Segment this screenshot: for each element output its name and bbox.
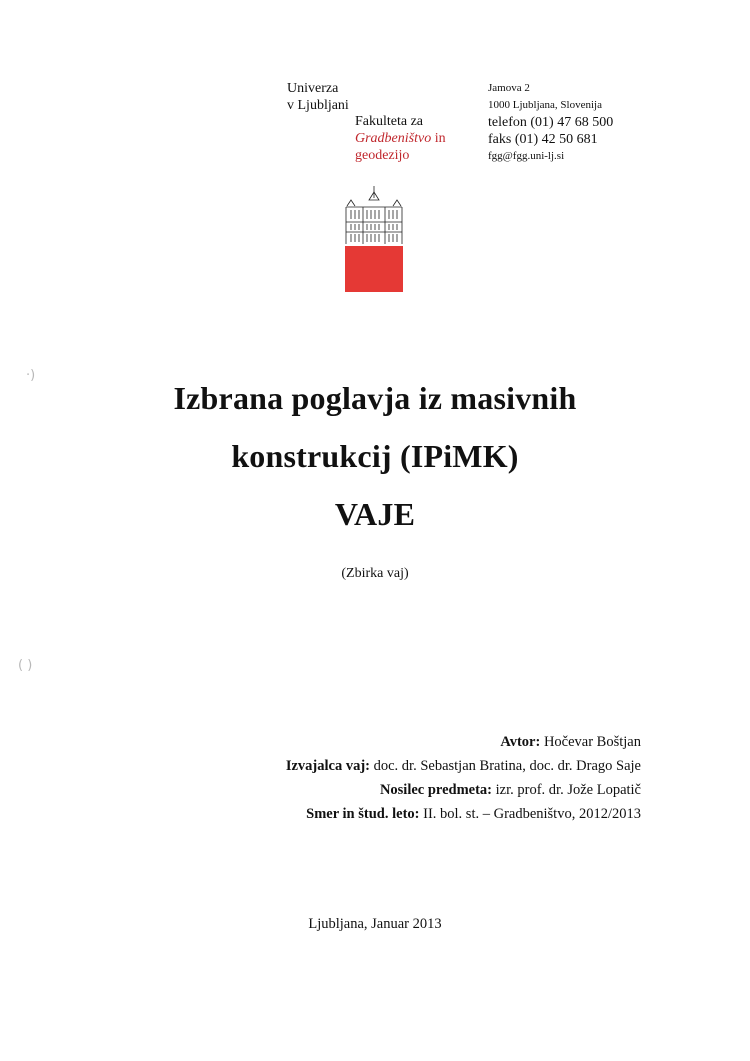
info-value: doc. dr. Sebastjan Bratina, doc. dr. Drago Saje xyxy=(369,758,641,774)
address-street: Jamova 2 xyxy=(488,82,530,94)
university-line-2: v Ljubljani xyxy=(287,98,349,113)
address-city: 1000 Ljubljana, Slovenija xyxy=(488,99,602,111)
info-row-lecturer xyxy=(286,778,641,802)
document-title xyxy=(0,369,750,543)
university-logo-icon xyxy=(343,186,405,292)
info-label: Nosilec predmeta: xyxy=(379,782,493,798)
info-value: Hočevar Boštjan xyxy=(540,734,641,750)
info-value: izr. prof. dr. Jože Lopatič xyxy=(492,782,641,798)
faculty-name xyxy=(355,113,446,164)
address-email: fgg@fgg.uni-lj.si xyxy=(488,150,565,162)
info-row-author xyxy=(286,730,641,754)
faculty-gradbenistvo: Gradbeništvo xyxy=(355,131,432,146)
info-row-program xyxy=(286,802,641,826)
university-name xyxy=(287,80,349,114)
info-value: II. bol. st. – Gradbeništvo, 2012/2013 xyxy=(419,806,641,822)
address-phone: telefon (01) 47 68 500 xyxy=(488,115,614,130)
info-row-instructors xyxy=(286,754,641,778)
info-label: Smer in štud. leto: xyxy=(306,806,420,822)
title-line-1: Izbrana poglavja iz masivnih xyxy=(173,380,577,416)
faculty-in: in xyxy=(431,131,446,146)
author-info xyxy=(286,730,641,826)
faculty-line-2 xyxy=(355,130,446,147)
margin-mark-2: ( ) xyxy=(18,658,33,673)
place-date: Ljubljana, Januar 2013 xyxy=(308,916,442,932)
title-line-3: VAJE xyxy=(334,496,416,532)
university-line-1: Univerza xyxy=(287,81,339,96)
margin-mark-1: ·) xyxy=(26,368,36,383)
info-label: Izvajalca vaj: xyxy=(285,758,370,774)
title-line-2: konstrukcij (IPiMK) xyxy=(231,438,519,474)
faculty-line-3: geodezijo xyxy=(355,148,410,163)
faculty-line-1: Fakulteta za xyxy=(355,114,424,129)
address-fax: faks (01) 42 50 681 xyxy=(488,132,598,147)
address-block xyxy=(488,80,613,165)
document-subtitle: (Zbirka vaj) xyxy=(341,566,409,581)
info-label: Avtor: xyxy=(500,734,541,750)
